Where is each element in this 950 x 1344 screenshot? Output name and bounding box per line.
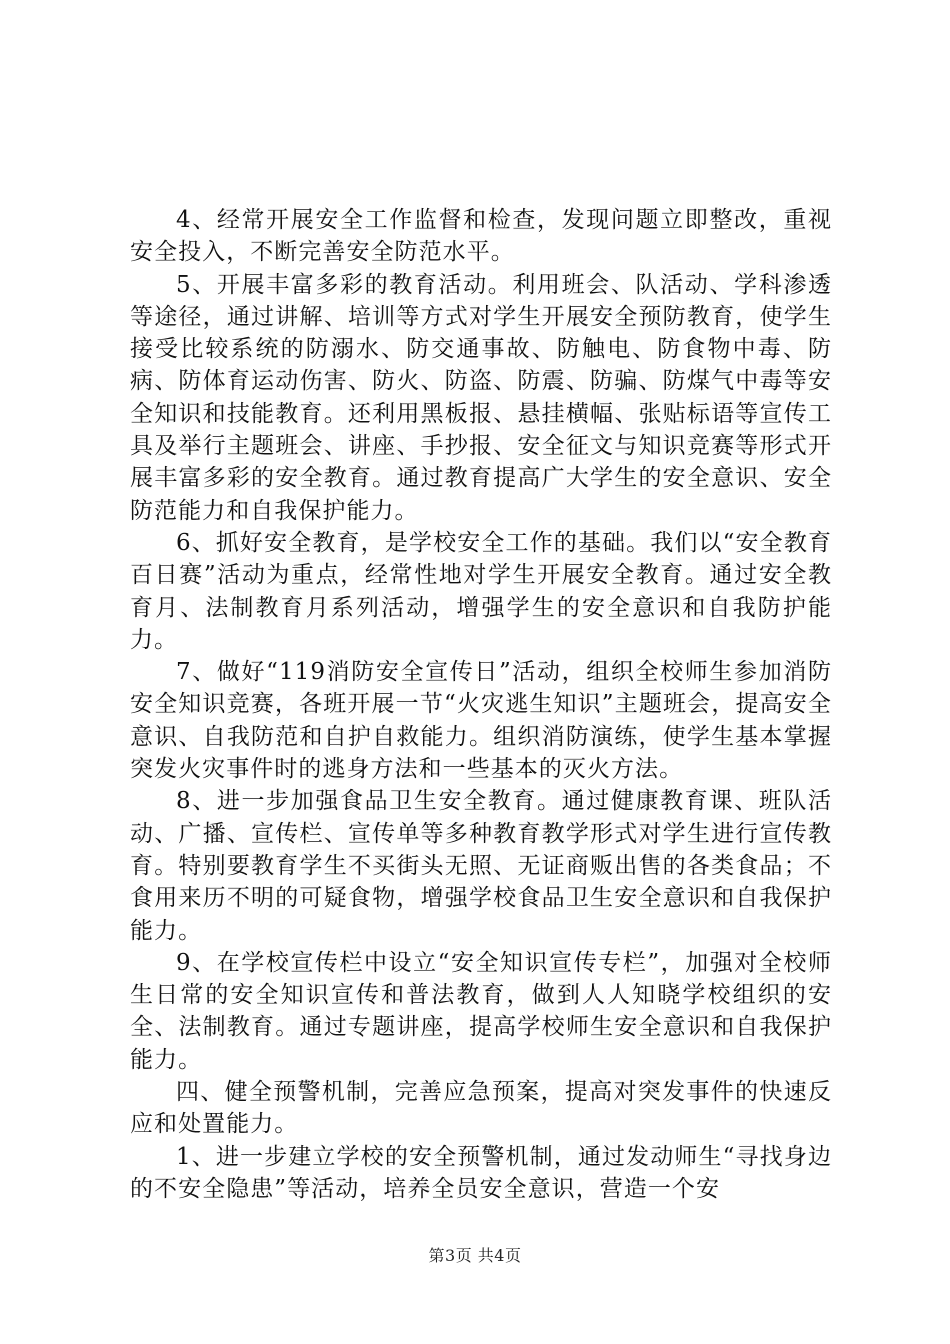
page-number-label: 第3页 共4页 (428, 1246, 522, 1265)
document-body (130, 204, 832, 1205)
paragraph-item-9: 9、在学校宣传栏中设立“安全知识宣传专栏”，加强对全校师生日常的安全知识宣传和普法教育，做到人人知晓学校组织的安全、法制教育。通过专题讲座，提高学校师生安全意识和自我保护能力。 (130, 949, 832, 1073)
paragraph-item-1: 1、进一步建立学校的安全预警机制，通过发动师生“寻找身边的不安全隐患”等活动，培养全员安全意识，营造一个安 (130, 1143, 832, 1202)
paragraph-item-7: 7、做好“119消防安全宣传日”活动，组织全校师生参加消防安全知识竞赛，各班开展一节“火灾逃生知识”主题班会，提高安全意识、自我防范和自护自救能力。组织消防演练，使学生基本掌握突发火灾事件时的逃身方法和一些基本的灭火方法。 (130, 659, 832, 783)
paragraph-item-4: 4、经常开展安全工作监督和检查，发现问题立即整改，重视安全投入，不断完善安全防范水平。 (130, 207, 832, 266)
section-heading-four: 四、健全预警机制，完善应急预案，提高对突发事件的快速反应和处置能力。 (130, 1079, 832, 1138)
paragraph-item-8: 8、进一步加强食品卫生安全教育。通过健康教育课、班队活动、广播、宣传栏、宣传单等多种教育教学形式对学生进行宣传教育。特别要教育学生不买街头无照、无证商贩出售的各类食品；不食用来历不明的可疑食物，增强学校食品卫生安全意识和自我保护能力。 (130, 788, 832, 944)
paragraph-item-5: 5、开展丰富多彩的教育活动。利用班会、队活动、学科渗透等途径，通过讲解、培训等方式对学生开展安全预防教育，使学生接受比较系统的防溺水、防交通事故、防触电、防食物中毒、防病、防体育运动伤害、防火、防盗、防震、防骗、防煤气中毒等安全知识和技能教育。还利用黑板报、悬挂横幅、张贴标语等宣传工具及举行主题班会、讲座、手抄报、安全征文与知识竞赛等形式开展丰富多彩的安全教育。通过教育提高广大学生的安全意识、安全防范能力和自我保护能力。 (130, 271, 832, 524)
page-footer (0, 1243, 950, 1266)
paragraph-item-6: 6、抓好安全教育，是学校安全工作的基础。我们以“安全教育百日赛”活动为重点，经常性地对学生开展安全教育。通过安全教育月、法制教育月系列活动，增强学生的安全意识和自我防护能力。 (130, 529, 832, 653)
